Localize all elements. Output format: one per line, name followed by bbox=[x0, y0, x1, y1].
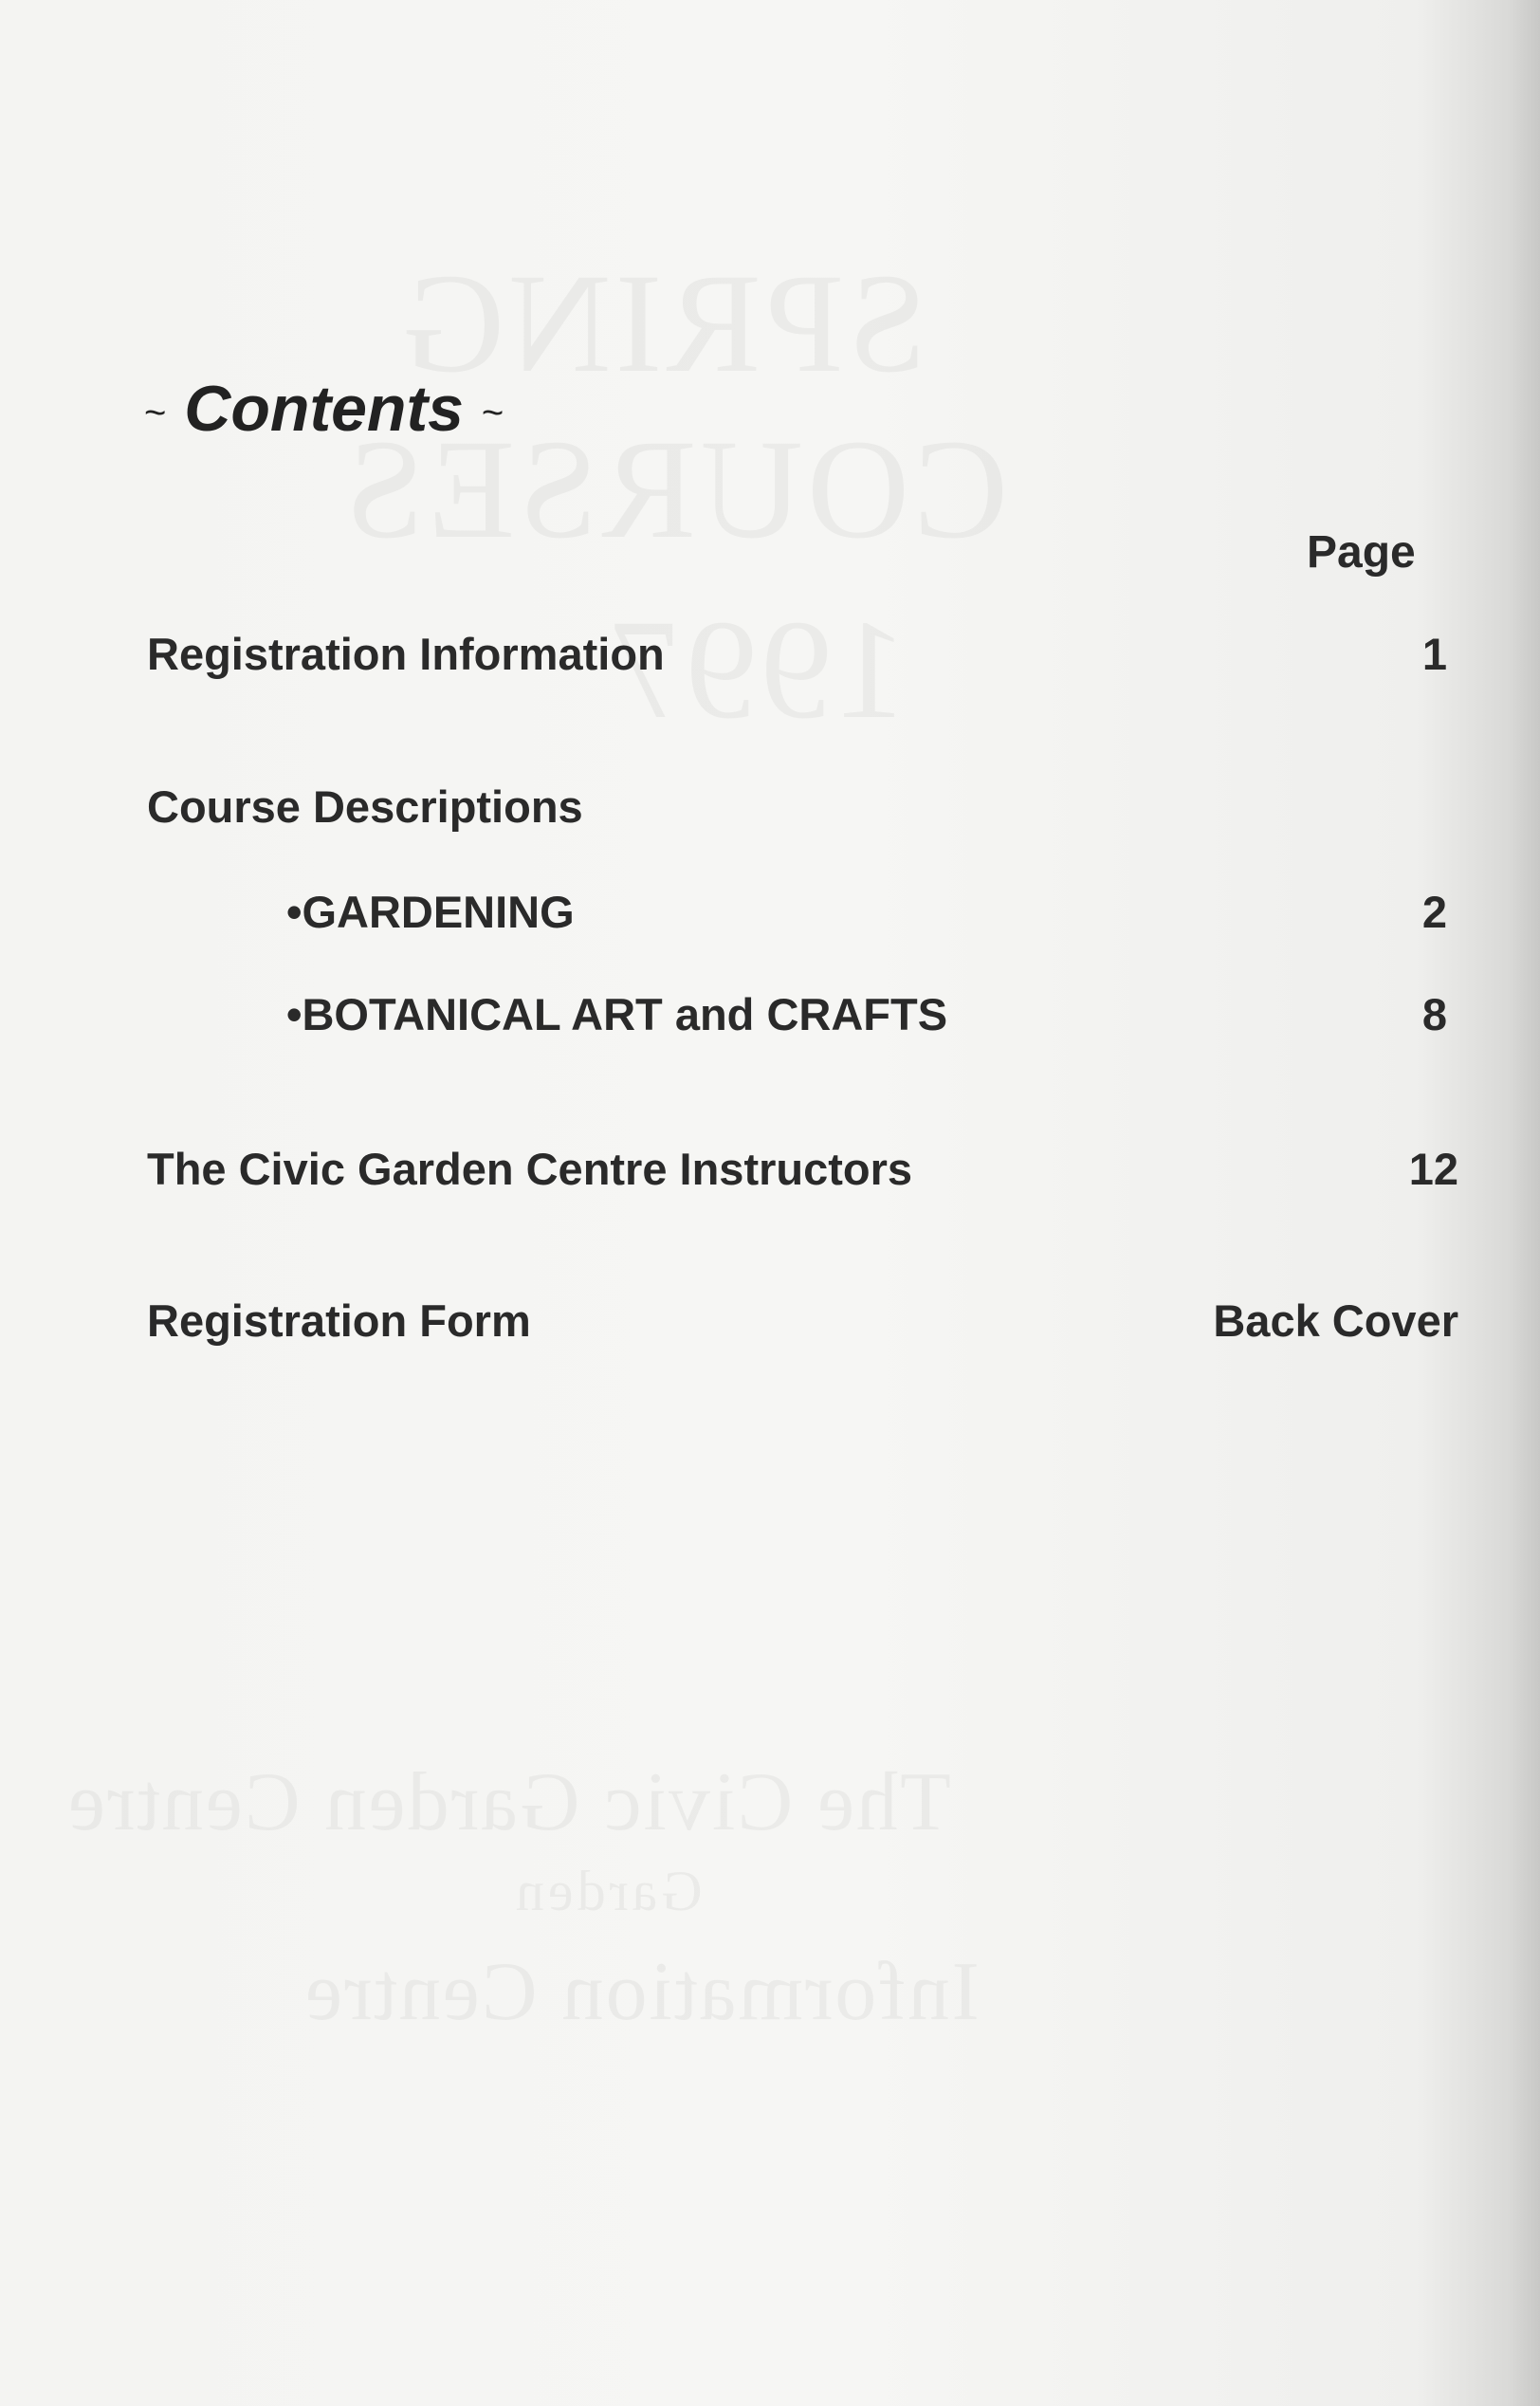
toc-entry-label: Registration Information bbox=[147, 629, 665, 679]
toc-subentry bbox=[0, 988, 1540, 1055]
toc-entry-label: The Civic Garden Centre Instructors bbox=[147, 1144, 913, 1194]
show-through-decoration bbox=[512, 1859, 703, 1924]
toc-entry bbox=[0, 628, 1540, 694]
toc-entry-label: Registration Form bbox=[147, 1295, 531, 1346]
toc-entry bbox=[0, 1143, 1540, 1209]
show-through-decoration bbox=[303, 1944, 980, 2040]
toc-entry-label: •BOTANICAL ART and CRAFTS bbox=[286, 989, 948, 1039]
title-text: Contents bbox=[184, 373, 464, 445]
toc-entry-page: 8 bbox=[1421, 989, 1447, 1039]
toc-entry-page: 2 bbox=[1421, 887, 1447, 937]
toc-entry-page: 12 bbox=[1408, 1144, 1458, 1194]
toc-entry-label: •GARDENING bbox=[286, 887, 575, 937]
toc-entry-label: Course Descriptions bbox=[147, 781, 583, 832]
toc-subentry bbox=[0, 886, 1540, 952]
title-decoration-left: ~ bbox=[144, 392, 167, 434]
page-column-header: Page bbox=[1307, 527, 1416, 578]
toc-entry-page: 1 bbox=[1421, 629, 1447, 679]
title-decoration-right: ~ bbox=[481, 392, 504, 434]
page-title bbox=[144, 372, 504, 446]
toc-entry bbox=[0, 1295, 1540, 1361]
toc-entry-page: Back Cover bbox=[1213, 1295, 1458, 1346]
toc-entry bbox=[0, 781, 1540, 847]
show-through-decoration bbox=[66, 1754, 951, 1850]
